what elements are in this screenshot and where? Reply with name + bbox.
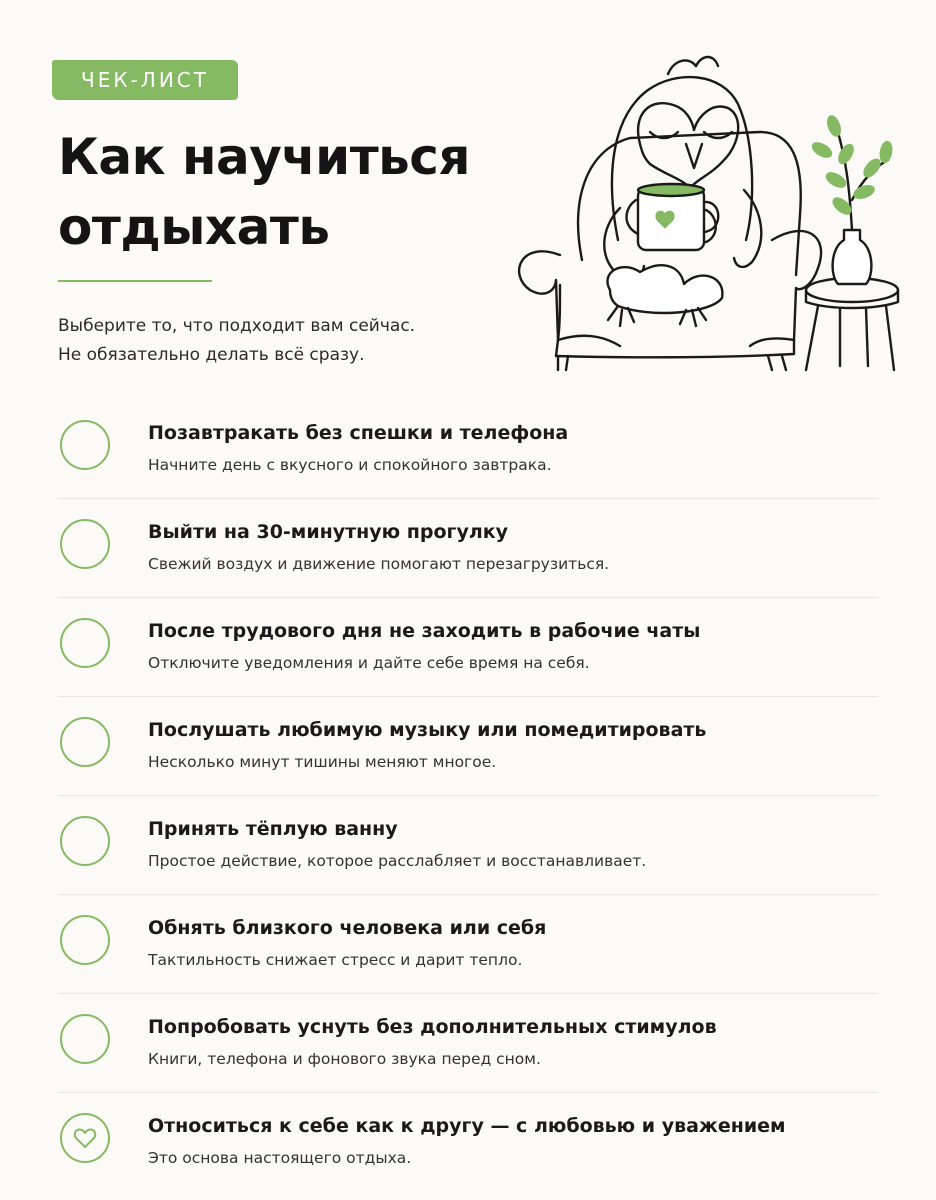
item-subtitle: Книги, телефона и фонового звука перед сном. — [148, 1050, 541, 1068]
intro-line-1: Выберите то, что подходит вам сейчас. — [58, 316, 416, 336]
intro-line-2: Не обязательно делать всё сразу. — [58, 345, 365, 365]
item-subtitle: Простое действие, которое расслабляет и восстанавливает. — [148, 852, 647, 870]
checklist-tag: ЧЕК-ЛИСТ — [52, 60, 238, 100]
checkbox-circle[interactable] — [60, 717, 110, 767]
list-item — [58, 895, 878, 994]
item-title: После трудового дня не заходить в рабочие чаты — [148, 620, 701, 642]
item-subtitle: Начните день с вкусного и спокойного завтрака. — [148, 456, 552, 474]
checkbox-circle[interactable] — [60, 1014, 110, 1064]
checkbox-circle[interactable] — [60, 816, 110, 866]
title-divider — [58, 280, 212, 282]
list-item — [58, 796, 878, 895]
list-item — [58, 697, 878, 796]
page-title: Как научиться отдыхать — [58, 128, 471, 256]
item-title: Относиться к себе как к другу — с любовью и уважением — [148, 1115, 786, 1137]
item-subtitle: Несколько минут тишины меняют многое. — [148, 753, 497, 771]
checkbox-circle[interactable] — [60, 618, 110, 668]
item-subtitle: Тактильность снижает стресс и дарит тепло. — [148, 951, 523, 969]
checkbox-circle[interactable] — [60, 420, 110, 470]
item-title: Позавтракать без спешки и телефона — [148, 422, 569, 444]
intro-text — [58, 312, 415, 370]
list-item — [58, 598, 878, 697]
checkbox-circle[interactable] — [60, 915, 110, 965]
owl-in-armchair-illustration — [500, 40, 910, 380]
list-item — [58, 400, 878, 499]
heart-icon — [73, 1127, 97, 1149]
heart-checkbox[interactable] — [60, 1113, 110, 1163]
list-item — [58, 1093, 878, 1191]
item-title: Принять тёплую ванну — [148, 818, 398, 840]
item-title: Выйти на 30-минутную прогулку — [148, 521, 509, 543]
item-title: Послушать любимую музыку или помедитировать — [148, 719, 707, 741]
list-item — [58, 994, 878, 1093]
item-title: Попробовать уснуть без дополнительных стимулов — [148, 1016, 717, 1038]
item-title: Обнять близкого человека или себя — [148, 917, 547, 939]
checklist — [58, 400, 878, 1191]
item-subtitle: Отключите уведомления и дайте себе время на себя. — [148, 654, 590, 672]
checkbox-circle[interactable] — [60, 519, 110, 569]
item-subtitle: Это основа настоящего отдыха. — [148, 1149, 412, 1167]
list-item — [58, 499, 878, 598]
item-subtitle: Свежий воздух и движение помогают перезагрузиться. — [148, 555, 610, 573]
